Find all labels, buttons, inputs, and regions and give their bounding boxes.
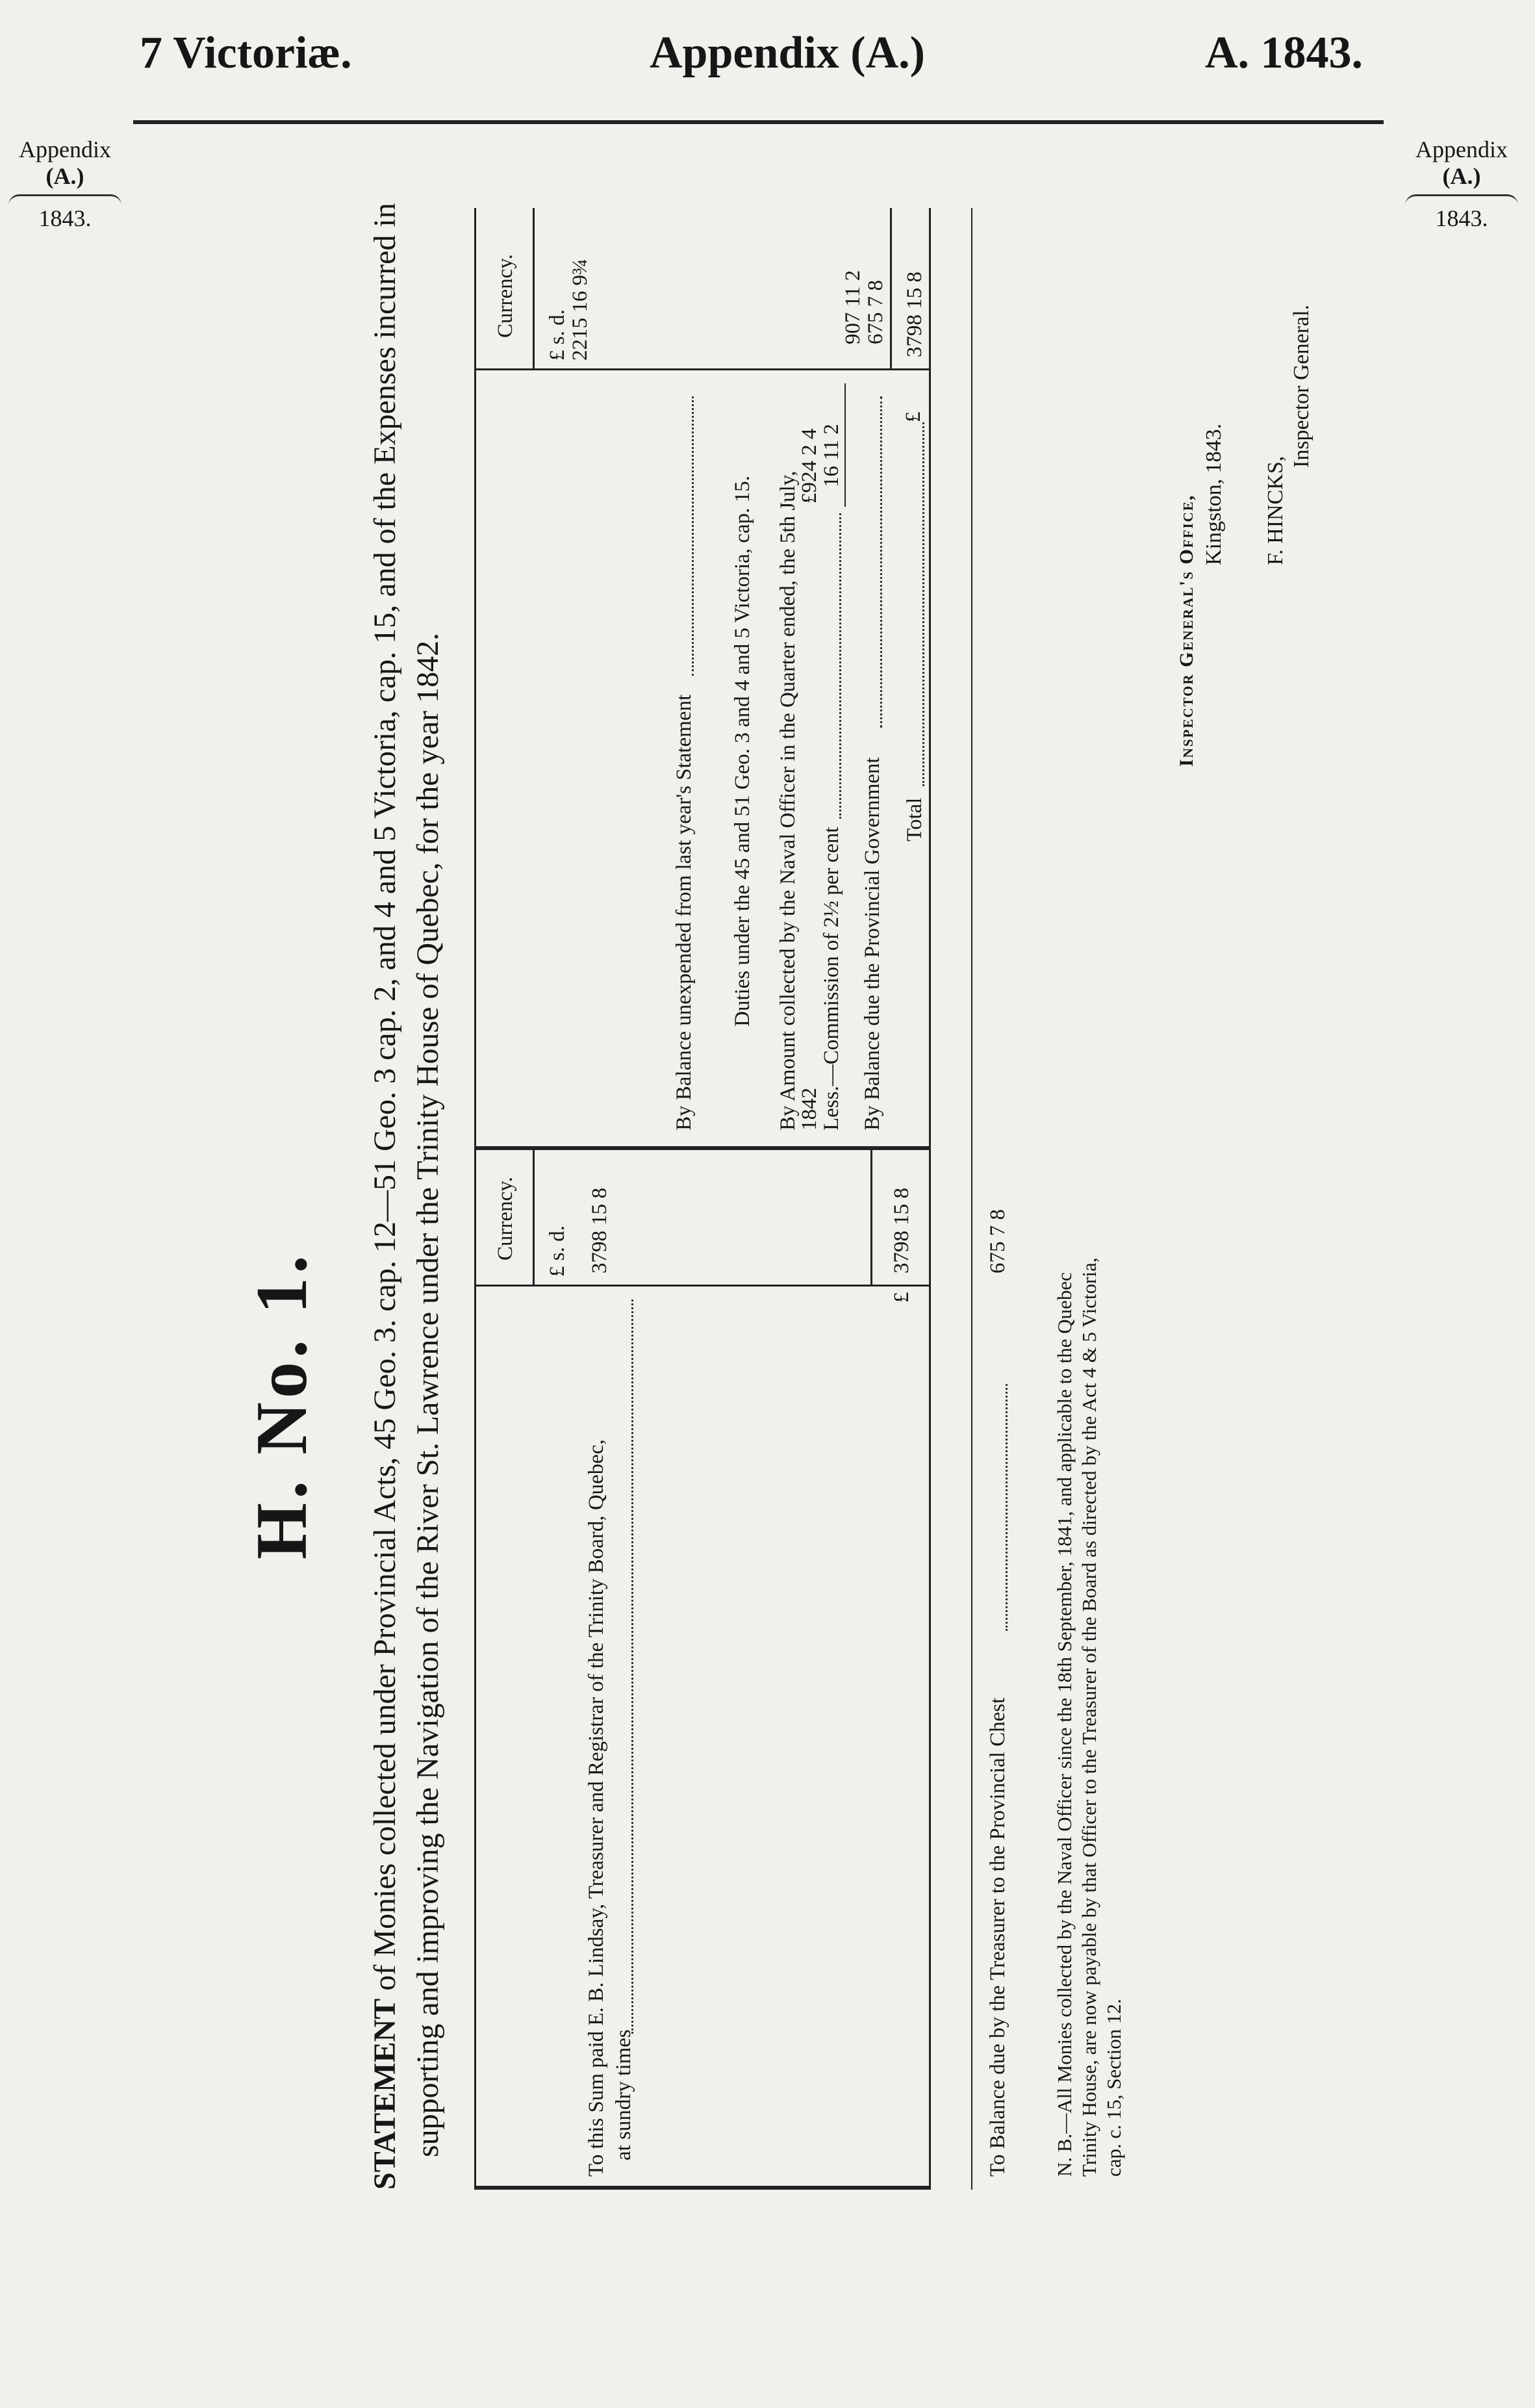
debit-credit-divider [474, 1146, 929, 1150]
credit-total: 3798 15 8 [903, 272, 926, 357]
debit-header-rule [533, 1150, 535, 1287]
credit-total-leader [922, 422, 924, 786]
credit-col-header: Currency. [494, 254, 517, 338]
debit-entry-amount: 3798 15 8 [588, 1188, 611, 1274]
credit-amount-sub: £924 2 4 [798, 428, 821, 504]
credit-duties-heading: Duties under the 45 and 51 Geo. 3 and 4 and 5 Victoria, cap. 15. [731, 476, 754, 1027]
table-left-double-rule [474, 2186, 929, 2190]
margin-left-year: 1843. [38, 205, 92, 231]
margin-left-line2: (A.) [45, 163, 84, 190]
debit-entry-line-2: at sundry times [612, 2029, 635, 2160]
header-rule [133, 120, 1384, 124]
credit-balance-label: By Balance unexpended from last year's Statement [672, 694, 696, 1131]
credit-balance-leader [692, 396, 694, 676]
credit-units: £ s. d. [546, 309, 569, 361]
debit-total-rule [870, 1150, 872, 1287]
balance-due-label: To Balance due by the Treasurer to the Provincial Chest [986, 1697, 1009, 2177]
credit-net-amount: 907 11 2 [841, 270, 865, 344]
credit-currency-left-rule [474, 368, 929, 370]
credit-gov-label: By Balance due the Provincial Government [861, 757, 884, 1131]
debit-total-symbol: £ [890, 1292, 913, 1303]
credit-sub-rule [844, 383, 846, 507]
credit-gov-leader [880, 396, 882, 728]
balance-due-leader [1006, 1384, 1008, 1631]
statement-line-2: supporting and improving the Navigation of the River St. Lawrence under the Trinity House of Quebec, for the year 1842. [411, 632, 445, 2157]
margin-note-right [1400, 136, 1523, 232]
statement-text-1: of Monies collected under Provincial Acts, 45 Geo. 3. cap. 12—51 Geo. 3 cap. 2, and 4 and 5 Victoria, cap. 15, and of the Expenses incurred in [368, 203, 402, 1999]
statement-line-1 [364, 203, 407, 2190]
header-left: 7 Victoriæ. [140, 28, 352, 78]
credit-less-sub: 16 11 2 [820, 424, 843, 487]
statement-page [214, 143, 1371, 2190]
credit-amount-line-2: 1842 [798, 1088, 821, 1131]
margin-right-year: 1843. [1435, 205, 1488, 231]
debit-col-header: Currency. [494, 1177, 517, 1261]
debit-total: 3798 15 8 [890, 1188, 913, 1274]
margin-note-left [3, 136, 127, 232]
credit-less-label: Less.—Commission of 2½ per cent [820, 826, 843, 1131]
page-title: H. No. 1. [242, 1251, 322, 1559]
signer-name: F. HINCKS, [1263, 455, 1288, 565]
table-top-rule [474, 208, 476, 2190]
credit-amount-line-1: By Amount collected by the Naval Officer in the Quarter ended, the 5th July, [776, 470, 800, 1131]
margin-left-brace [8, 194, 121, 205]
office-place: Kingston, 1843. [1202, 423, 1226, 565]
margin-left-line1: Appendix [19, 136, 111, 162]
office-name: Inspector General's Office, [1176, 494, 1197, 767]
credit-balance-amount: 2215 16 9¾ [568, 259, 592, 361]
credit-less-leader [839, 513, 841, 819]
margin-right-line1: Appendix [1415, 136, 1508, 162]
credit-total-label: Total [903, 797, 926, 841]
credit-total-rule [890, 208, 892, 370]
debit-leader-dots [631, 1300, 633, 2034]
statement-lead: STATEMENT [368, 1998, 402, 2190]
credit-header-rule [533, 208, 535, 370]
nb-note: N. B.—All Monies collected by the Naval Officer since the 18th September, 1841, and applicable to the Quebec Trinity House, are now payable by that Officer to the Treasurer of the Board as directed by the Act 4 & 5 Victoria, cap. c. 15, Section 12. [1053, 1257, 1125, 2177]
balance-due-amount: 675 7 8 [986, 1209, 1009, 1274]
debit-entry-line-1: To this Sum paid E. B. Lindsay, Treasurer and Registrar of the Trinity Board, Quebec, [585, 1439, 608, 2177]
balance-rule [971, 208, 972, 2190]
signer-title: Inspector General. [1289, 304, 1313, 468]
table-bottom-rule [929, 208, 931, 2190]
debit-units: £ s. d. [546, 1225, 569, 1277]
credit-gov-amount: 675 7 8 [864, 280, 887, 344]
debit-currency-left-rule [474, 1285, 929, 1287]
margin-right-line2: (A.) [1442, 163, 1481, 190]
header-right: A. 1843. [1205, 28, 1364, 78]
margin-right-brace [1405, 194, 1518, 205]
header-center: Appendix (A.) [650, 28, 925, 78]
credit-total-symbol: £ [902, 411, 925, 422]
